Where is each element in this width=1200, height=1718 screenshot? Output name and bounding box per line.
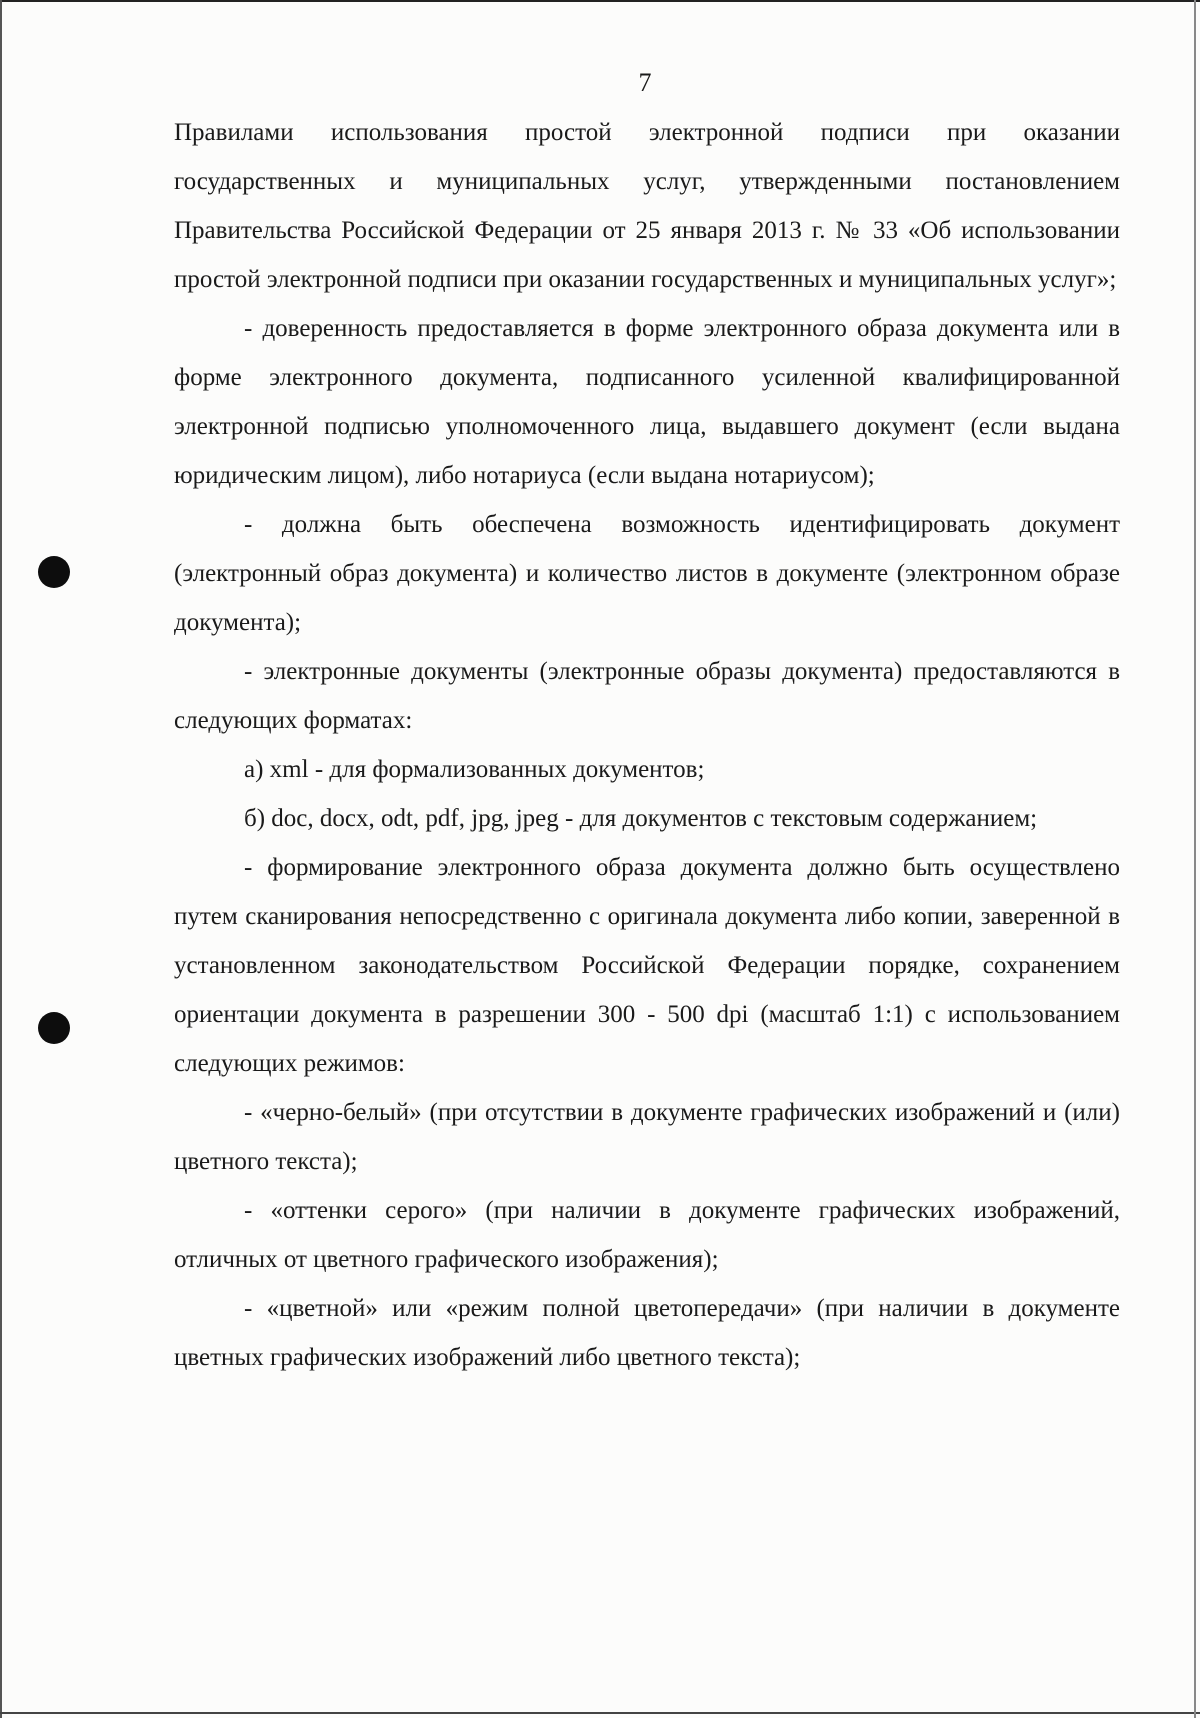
paragraph-format-xml: а) xml - для формализованных документов;: [244, 756, 705, 783]
paragraph-scanning: - формирование электронного образа документа должно быть осуществлено путем сканирования непосредственно с оригинала документа либо копии, заверенной в установленном законодательством Российской Федерации порядке, сохранением ориентации документа в разрешении 300 - 500 dpi (масштаб 1:1) с использованием следующих режимов:: [174, 854, 1120, 1077]
paragraph-mode-grayscale: - «оттенки серого» (при наличии в документе графических изображений, отличных от цветного графического изображения);: [174, 1197, 1120, 1273]
scan-edge-left: [0, 0, 2, 1718]
paragraph-continuation: Правилами использования простой электронной подписи при оказании государственных и муниципальных услуг, утвержденными постановлением Правительства Российской Федерации от 25 января 2013 г. № 33 «Об использовании простой электронной подписи при оказании государственных и муниципальных услуг»;: [174, 119, 1120, 293]
punch-hole-bottom: [38, 1012, 70, 1044]
scan-edge-top: [0, 0, 1200, 2]
paragraph-format-text: б) doc, docx, odt, pdf, jpg, jpeg - для документов с текстовым содержанием;: [244, 805, 1038, 832]
document-body: [174, 108, 1120, 1382]
paragraph-identification: - должна быть обеспечена возможность идентифицировать документ (электронный образ документа) и количество листов в документе (электронном образе документа);: [174, 511, 1120, 636]
paragraph-mode-bw: - «черно-белый» (при отсутствии в документе графических изображений и (или) цветного текста);: [174, 1099, 1120, 1175]
scan-edge-bottom: [0, 1712, 1200, 1714]
scan-edge-right: [1194, 0, 1196, 1718]
punch-hole-top: [38, 556, 70, 588]
paragraph-formats: - электронные документы (электронные образы документа) предоставляются в следующих форматах:: [174, 658, 1120, 734]
paragraph-power-of-attorney: - доверенность предоставляется в форме электронного образа документа или в форме электронного документа, подписанного усиленной квалифицированной электронной подписью уполномоченного лица, выдавшего документ (если выдана юридическим лицом), либо нотариуса (если выдана нотариусом);: [174, 315, 1120, 489]
paragraph-mode-color: - «цветной» или «режим полной цветопередачи» (при наличии в документе цветных графических изображений либо цветного текста);: [174, 1295, 1120, 1371]
page-number: 7: [638, 68, 652, 97]
